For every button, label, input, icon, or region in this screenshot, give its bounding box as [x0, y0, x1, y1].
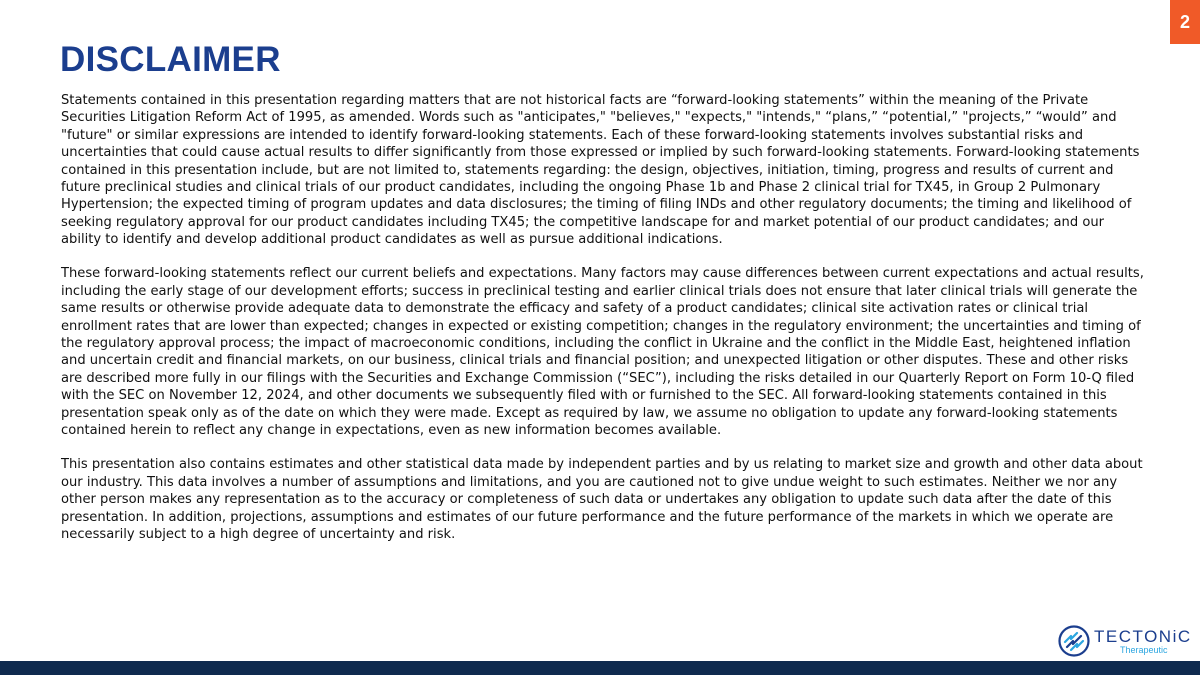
- disclaimer-body: [61, 92, 1146, 543]
- logo-name: TECTONiC: [1094, 626, 1192, 646]
- page-number: 2: [1179, 11, 1190, 32]
- logo-tagline: Therapeutic: [1120, 644, 1168, 655]
- page-number-badge: [1170, 0, 1200, 44]
- page-title: DISCLAIMER: [60, 40, 281, 79]
- tectonic-logo-icon: [1058, 625, 1090, 657]
- disclaimer-paragraph-1: Statements contained in this presentation regarding matters that are not historical facts are “forward-looking statements” within the meaning of the Private Securities Litigation Reform Act of 1995, as amended. Words such as "anticipates," "believes," "expects," "intends," “plans,” “potential,” "projects,” “would” and "future" or similar expressions are intended to identify forward-looking statements. Each of these forward-looking statements involves substantial risks and uncertainties that could cause actual results to differ significantly from those expressed or implied by such forward-looking statements. Forward-looking statements contained in this presentation include, but are not limited to, statements regarding: the design, objectives, initiation, timing, progress and results of current and future preclinical studies and clinical trials of our product candidates, including the ongoing Phase 1b and Phase 2 clinical trial for TX45, in Group 2 Pulmonary Hypertension; the expected timing of program updates and data disclosures; the timing of filing INDs and other regulatory documents; the timing and likelihood of seeking regulatory approval for our product candidates including TX45; the competitive landscape for and market potential of our product candidates; and our ability to identify and develop additional product candidates as well as pursue additional indications.: [61, 93, 1140, 248]
- footer-bar: [0, 661, 1200, 675]
- disclaimer-paragraph-2: These forward-looking statements reflect our current beliefs and expectations. Many factors may cause differences between current expectations and actual results, including the early stage of our development efforts; success in preclinical testing and earlier clinical trials does not ensure that later clinical trials will generate the same results or otherwise provide adequate data to demonstrate the efficacy and safety of a product candidates; clinical site activation rates or clinical trial enrollment rates that are lower than expected; changes in expected or existing competition; changes in the regulatory environment; the uncertainties and timing of the regulatory approval process; the impact of macroeconomic conditions, including the conflict in Ukraine and the conflict in the Middle East, heightened inflation and uncertain credit and financial markets, on our business, clinical trials and financial position; and unexpected litigation or other disputes. These and other risks are described more fully in our filings with the Securities and Exchange Commission (“SEC”), including the risks detailed in our Quarterly Report on Form 10-Q filed with the SEC on November 12, 2024, and other documents we subsequently filed with or furnished to the SEC. All forward-looking statements contained in this presentation speak only as of the date on which they were made. Except as required by law, we assume no obligation to update any forward-looking statements contained herein to reflect any change in expectations, even as new information becomes available.: [61, 266, 1144, 439]
- disclaimer-paragraph-3: This presentation also contains estimates and other statistical data made by independent parties and by us relating to market size and growth and other data about our industry. This data involves a number of assumptions and limitations, and you are cautioned not to give undue weight to such estimates. Neither we nor any other person makes any representation as to the accuracy or completeness of such data or undertakes any obligation to update such data after the date of this presentation. In addition, projections, assumptions and estimates of our future performance and the future performance of the markets in which we operate are necessarily subject to a high degree of uncertainty and risk.: [61, 457, 1143, 542]
- company-logo: [1058, 624, 1192, 658]
